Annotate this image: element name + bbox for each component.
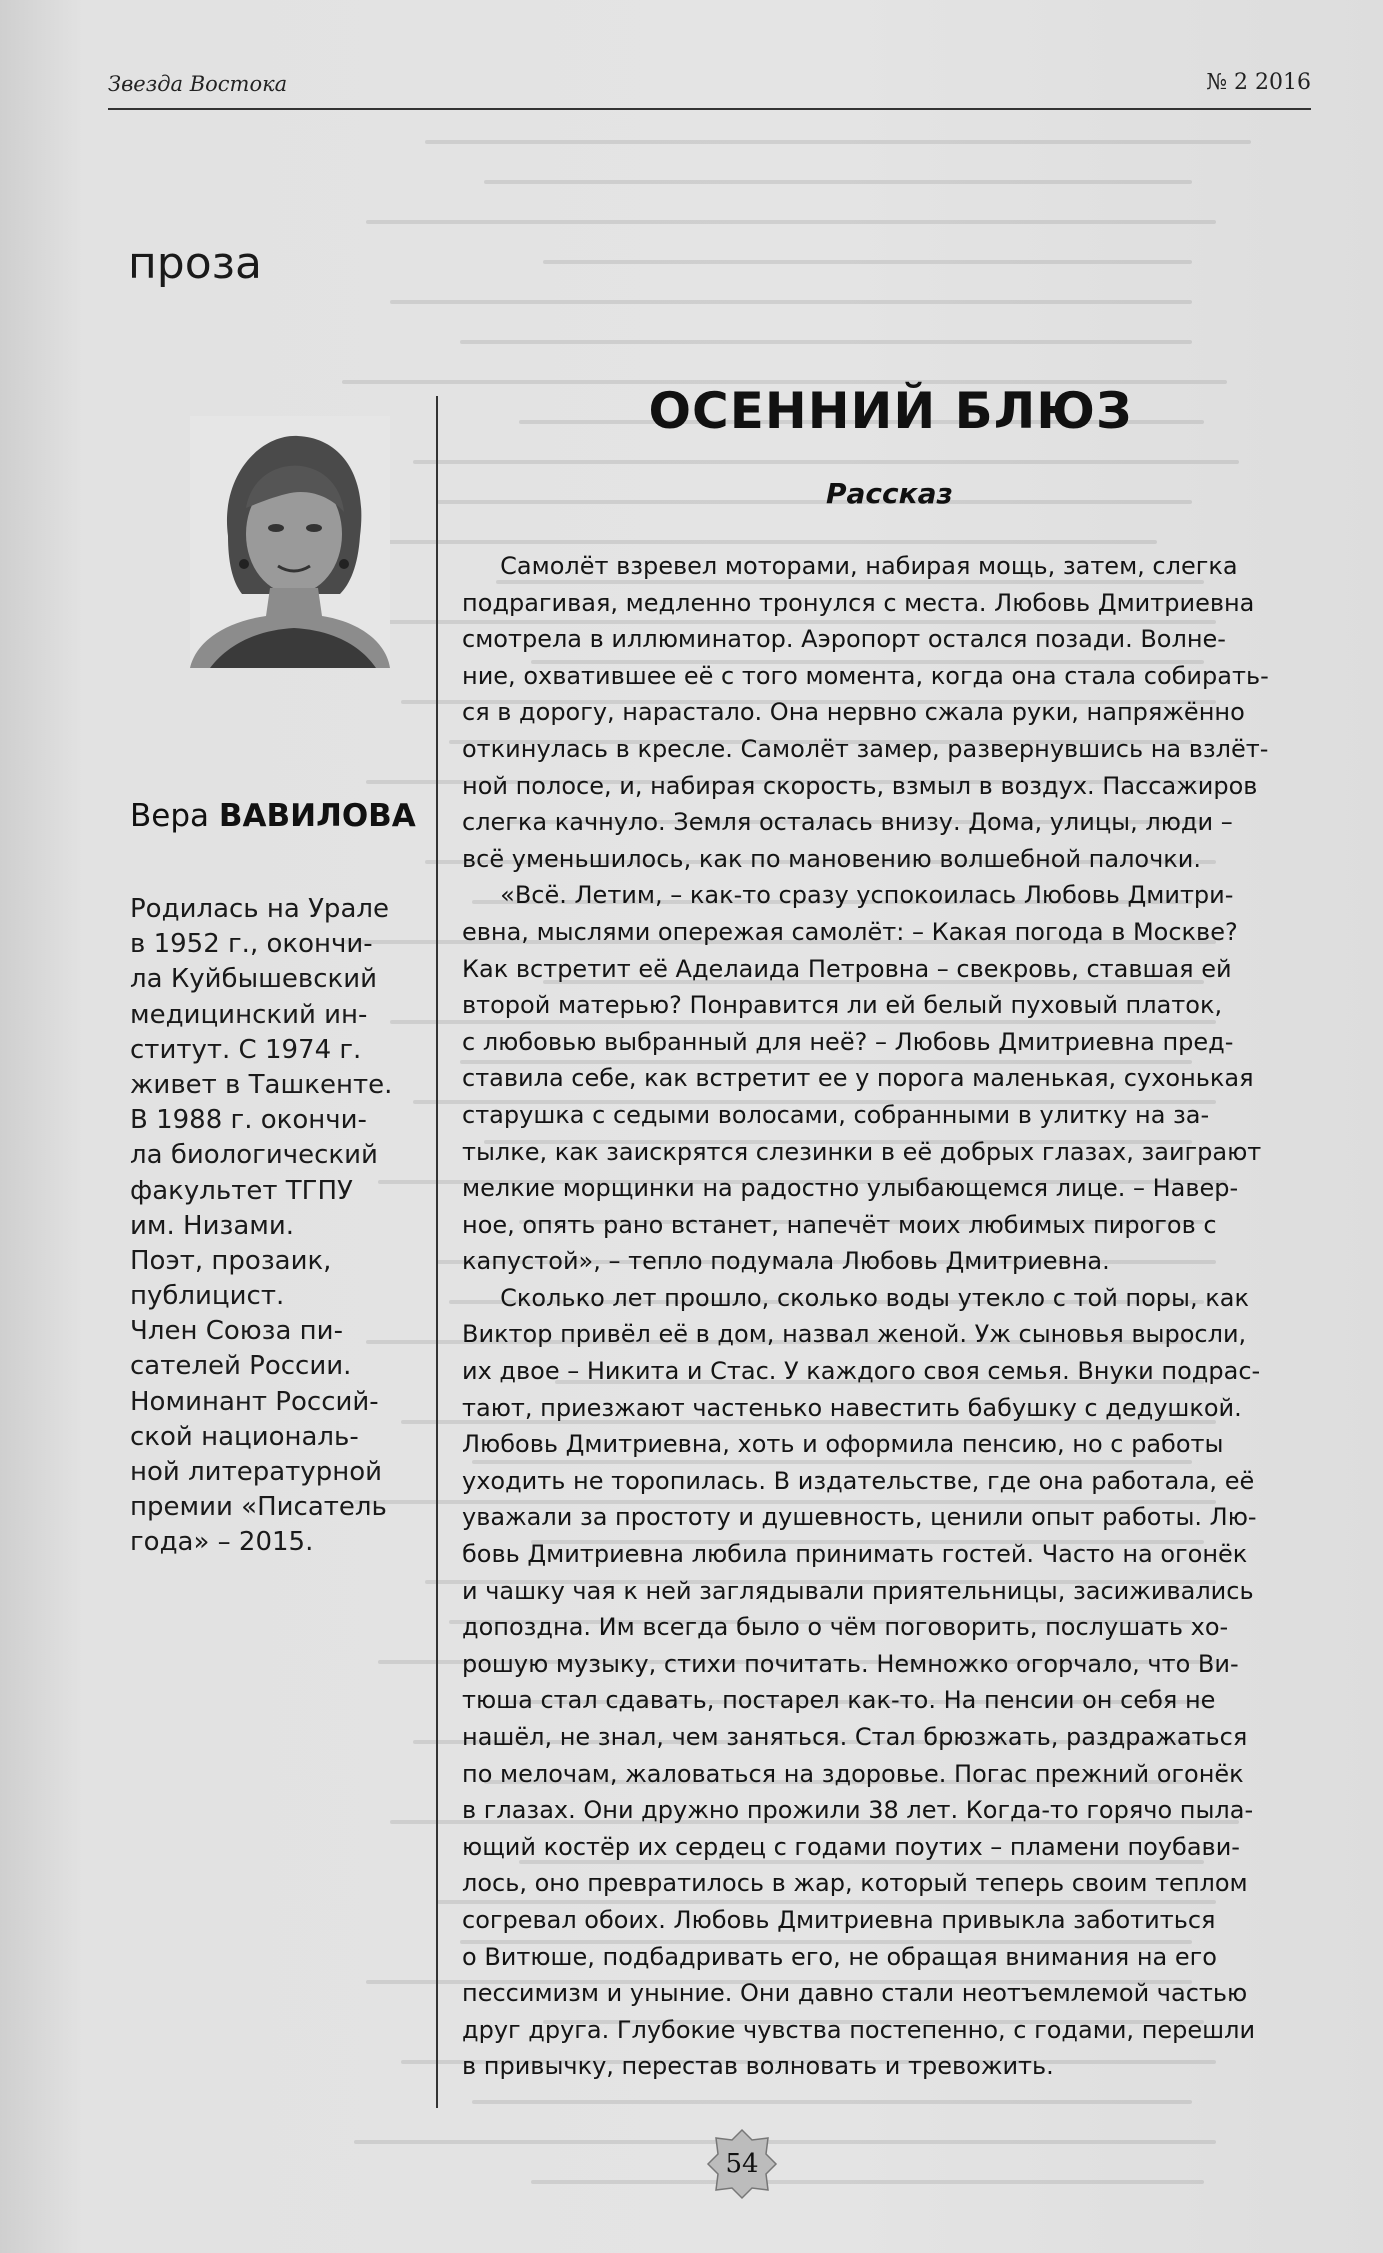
bio-line: живет в Ташкенте. bbox=[130, 1069, 393, 1100]
author-first-name: Вера bbox=[130, 798, 210, 834]
bio-line: премии «Писатель bbox=[130, 1492, 387, 1523]
text-line: ющий костёр их сердец с годами поутих – пламени поубави- bbox=[462, 1832, 1240, 1861]
text-line: Виктор привёл её в дом, назвал женой. Уж сыновья выросли, bbox=[462, 1320, 1247, 1349]
text-line: ся в дорогу, нарастало. Она нервно сжала руки, напряжённо bbox=[462, 698, 1245, 727]
text-line: ное, опять рано встанет, напечёт моих любимых пирогов с bbox=[462, 1210, 1217, 1239]
text-line: ной полосе, и, набирая скорость, взмыл в воздух. Пассажиров bbox=[462, 771, 1258, 800]
text-line: ние, охватившее её с того момента, когда она стала собирать- bbox=[462, 661, 1269, 690]
text-line: по мелочам, жаловаться на здоровье. Погас прежний огонёк bbox=[462, 1759, 1244, 1788]
author-name bbox=[130, 798, 416, 834]
running-header bbox=[108, 68, 1311, 110]
issue-number: № 2 2016 bbox=[1206, 70, 1311, 95]
text-line: допоздна. Им всегда было о чём поговорить, послушать хо- bbox=[462, 1613, 1229, 1642]
text-line: тают, приезжают частенько навестить бабушку с дедушкой. bbox=[462, 1393, 1242, 1422]
story-genre: Рассказ bbox=[826, 477, 953, 510]
story-text bbox=[462, 548, 1332, 2085]
text-line: Сколько лет прошло, сколько воды утекло с той поры, как bbox=[462, 1283, 1249, 1312]
text-line: мелкие морщинки на радостно улыбающемся лице. – Навер- bbox=[462, 1174, 1239, 1203]
text-line: ставила себе, как встретит ее у порога маленькая, сухонькая bbox=[462, 1064, 1254, 1093]
text-line: согревал обоих. Любовь Дмитриевна привыкла заботиться bbox=[462, 1905, 1216, 1934]
text-line: и чашку чая к ней заглядывали приятельницы, засиживались bbox=[462, 1576, 1254, 1605]
text-line: о Витюше, подбадривать его, не обращая внимания на его bbox=[462, 1942, 1217, 1971]
page-number: 54 bbox=[725, 2149, 759, 2179]
author-portrait-icon bbox=[190, 416, 390, 668]
author-last-name: ВАВИЛОВА bbox=[218, 798, 416, 834]
text-line: капустой», – тепло подумала Любовь Дмитриевна. bbox=[462, 1247, 1110, 1276]
text-line: второй матерью? Понравится ли ей белый пуховый платок, bbox=[462, 991, 1223, 1020]
story-title: ОСЕННИЙ БЛЮЗ bbox=[648, 382, 1133, 440]
text-line: смотрела в иллюминатор. Аэропорт остался позади. Волне- bbox=[462, 625, 1226, 654]
text-line: слегка качнуло. Земля осталась внизу. Дома, улицы, люди – bbox=[462, 808, 1233, 837]
author-photo bbox=[190, 416, 390, 668]
text-line: с любовью выбранный для неё? – Любовь Дмитриевна пред- bbox=[462, 1027, 1234, 1056]
page-number-badge bbox=[706, 2128, 778, 2200]
text-line: пессимизм и уныние. Они давно стали неотъемлемой частью bbox=[462, 1979, 1248, 2008]
bio-line: Поэт, прозаик, bbox=[130, 1245, 332, 1276]
text-line: Самолёт взревел моторами, набирая мощь, затем, слегка bbox=[462, 552, 1238, 580]
text-line: рошую музыку, стихи почитать. Немножко огорчало, что Ви- bbox=[462, 1649, 1239, 1678]
bio-line: В 1988 г. окончи- bbox=[130, 1105, 367, 1136]
bio-line: в 1952 г., окончи- bbox=[130, 929, 373, 960]
bio-line: Родилась на Урале bbox=[130, 894, 389, 924]
bio-line: ла Куйбышевский bbox=[130, 964, 378, 995]
text-line: Как встретит её Аделаида Петровна – свекровь, ставшая ей bbox=[462, 954, 1232, 983]
text-line: бовь Дмитриевна любила принимать гостей. Часто на огонёк bbox=[462, 1540, 1248, 1569]
bio-line: года» – 2015. bbox=[130, 1527, 314, 1558]
journal-name: Звезда Востока bbox=[108, 72, 288, 96]
text-line: откинулась в кресле. Самолёт замер, развернувшись на взлёт- bbox=[462, 734, 1269, 763]
column-divider bbox=[436, 396, 438, 2108]
bio-line: медицинский ин- bbox=[130, 999, 368, 1030]
text-line: подрагивая, медленно тронулся с места. Любовь Дмитриевна bbox=[462, 588, 1255, 617]
author-bio bbox=[130, 892, 430, 1561]
text-line: друг друга. Глубокие чувства постепенно, с годами, перешли bbox=[462, 2015, 1256, 2044]
bio-line: ной литературной bbox=[130, 1457, 383, 1487]
text-line: всё уменьшилось, как по мановению волшебной палочки. bbox=[462, 844, 1201, 873]
text-line: в привычку, перестав волновать и тревожить. bbox=[462, 2052, 1054, 2081]
text-line: «Всё. Летим, – как-то сразу успокоилась Любовь Дмитри- bbox=[462, 881, 1234, 910]
bio-line: им. Низами. bbox=[130, 1210, 295, 1241]
text-line: нашёл, не знал, чем заняться. Стал брюзжать, раздражаться bbox=[462, 1723, 1248, 1751]
bio-line: ститут. С 1974 г. bbox=[130, 1034, 362, 1065]
bio-line: Член Союза пи- bbox=[130, 1316, 343, 1347]
bio-line: публицист. bbox=[130, 1281, 285, 1312]
section-label: проза bbox=[128, 238, 262, 289]
text-line: старушка с седыми волосами, собранными в улитку на за- bbox=[462, 1100, 1210, 1129]
bio-line: ла биологический bbox=[130, 1140, 378, 1171]
bio-line: ской националь- bbox=[130, 1421, 359, 1452]
text-line: уходить не торопилась. В издательстве, где она работала, её bbox=[462, 1466, 1255, 1495]
bio-line: Номинант Россий- bbox=[130, 1386, 379, 1417]
bio-line: факультет ТГПУ bbox=[130, 1175, 353, 1206]
text-line: Любовь Дмитриевна, хоть и оформила пенсию, но с работы bbox=[462, 1430, 1224, 1459]
text-line: евна, мыслями опережая самолёт: – Какая погода в Москве? bbox=[462, 917, 1238, 946]
text-line: их двое – Никита и Стас. У каждого своя семья. Внуки подрас- bbox=[462, 1357, 1261, 1386]
text-line: лось, оно превратилось в жар, который теперь своим теплом bbox=[462, 1869, 1248, 1898]
text-line: в глазах. Они дружно прожили 38 лет. Когда-то горячо пыла- bbox=[462, 1796, 1254, 1825]
text-line: тылке, как заискрятся слезинки в её добрых глазах, заиграют bbox=[462, 1137, 1262, 1166]
text-line: тюша стал сдавать, постарел как-то. На пенсии он себя не bbox=[462, 1686, 1216, 1715]
bio-line: сателей России. bbox=[130, 1351, 352, 1382]
text-line: уважали за простоту и душевность, ценили опыт работы. Лю- bbox=[462, 1503, 1257, 1532]
